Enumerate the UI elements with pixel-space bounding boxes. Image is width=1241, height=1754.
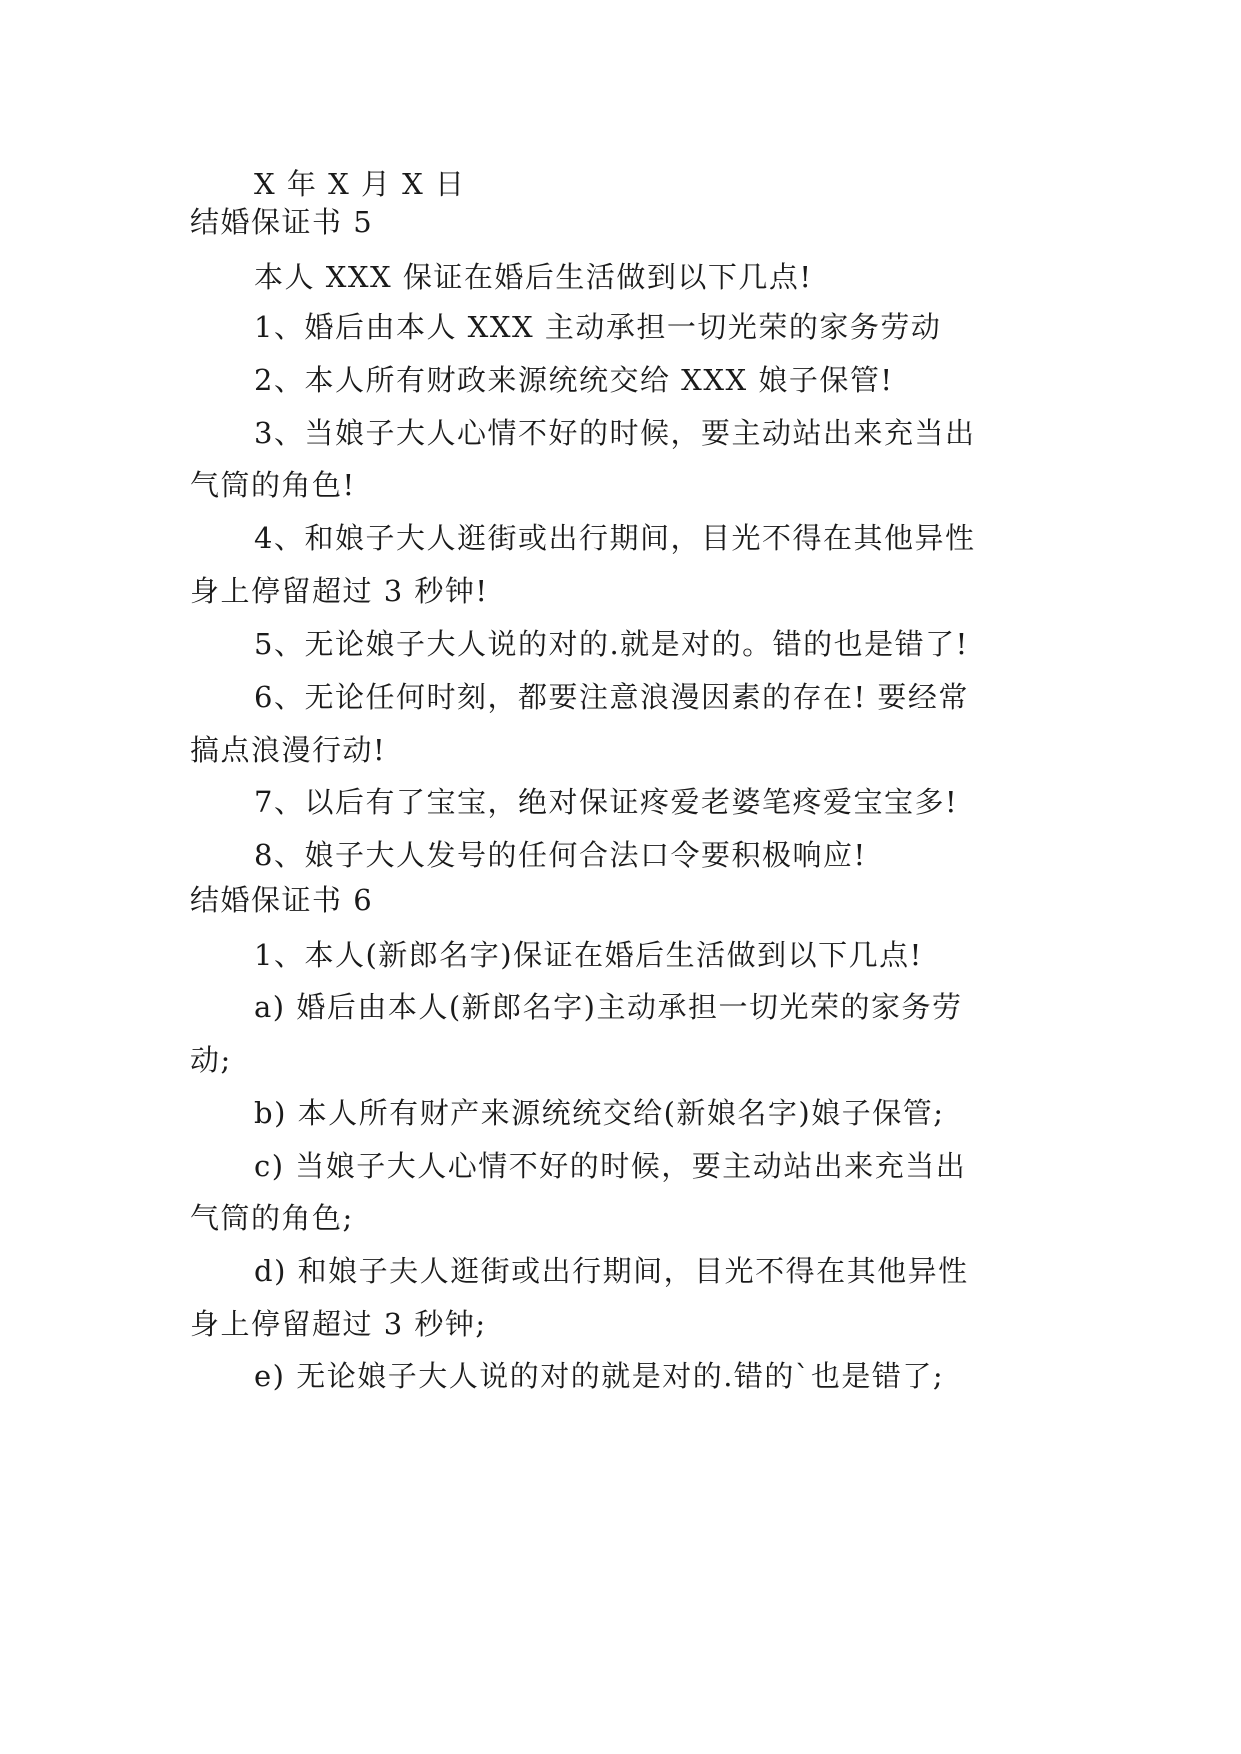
section5-intro: 本人 XXX 保证在婚后生活做到以下几点! xyxy=(254,260,813,294)
date-line: X 年 X 月 X 日 xyxy=(254,167,466,201)
section5-item7: 7、以后有了宝宝，绝对保证疼爱老婆笔疼爱宝宝多! xyxy=(254,785,959,819)
section5-item5: 5、无论娘子大人说的对的.就是对的。错的也是错了! xyxy=(254,627,969,661)
section5-item8: 8、娘子大人发号的任何合法口令要积极响应! xyxy=(254,838,867,872)
section6-item-c-line2: 气筒的角色; xyxy=(190,1201,354,1235)
section5-item4-line2: 身上停留超过 3 秒钟! xyxy=(190,574,489,608)
section6-item-a-line2: 动; xyxy=(190,1043,232,1077)
section5-item6-line1: 6、无论任何时刻，都要注意浪漫因素的存在! 要经常 xyxy=(254,680,969,714)
section6-item-e: e) 无论娘子大人说的对的就是对的.错的`也是错了; xyxy=(254,1359,945,1393)
section6-item-a-line1: a) 婚后由本人(新郎名字)主动承担一切光荣的家务劳 xyxy=(254,990,963,1024)
section5-item3-line1: 3、当娘子大人心情不好的时候，要主动站出来充当出 xyxy=(254,416,976,450)
section6-item-c-line1: c) 当娘子大人心情不好的时候，要主动站出来充当出 xyxy=(254,1149,967,1183)
section5-item6-line2: 搞点浪漫行动! xyxy=(190,733,387,767)
section6-item-d-line2: 身上停留超过 3 秒钟; xyxy=(190,1307,487,1341)
section5-item1: 1、婚后由本人 XXX 主动承担一切光荣的家务劳动 xyxy=(254,310,942,344)
section5-item4-line1: 4、和娘子大人逛街或出行期间，目光不得在其他异性 xyxy=(254,521,976,555)
section6-item-b: b) 本人所有财产来源统统交给(新娘名字)娘子保管; xyxy=(254,1096,945,1130)
section5-item3-line2: 气筒的角色! xyxy=(190,468,356,502)
section5-title: 结婚保证书 5 xyxy=(190,205,374,239)
section6-item-d-line1: d) 和娘子夫人逛街或出行期间，目光不得在其他异性 xyxy=(254,1254,969,1288)
section6-title: 结婚保证书 6 xyxy=(190,883,374,917)
section6-intro: 1、本人(新郎名字)保证在婚后生活做到以下几点! xyxy=(254,938,923,972)
section5-item2: 2、本人所有财政来源统统交给 XXX 娘子保管! xyxy=(254,363,894,397)
